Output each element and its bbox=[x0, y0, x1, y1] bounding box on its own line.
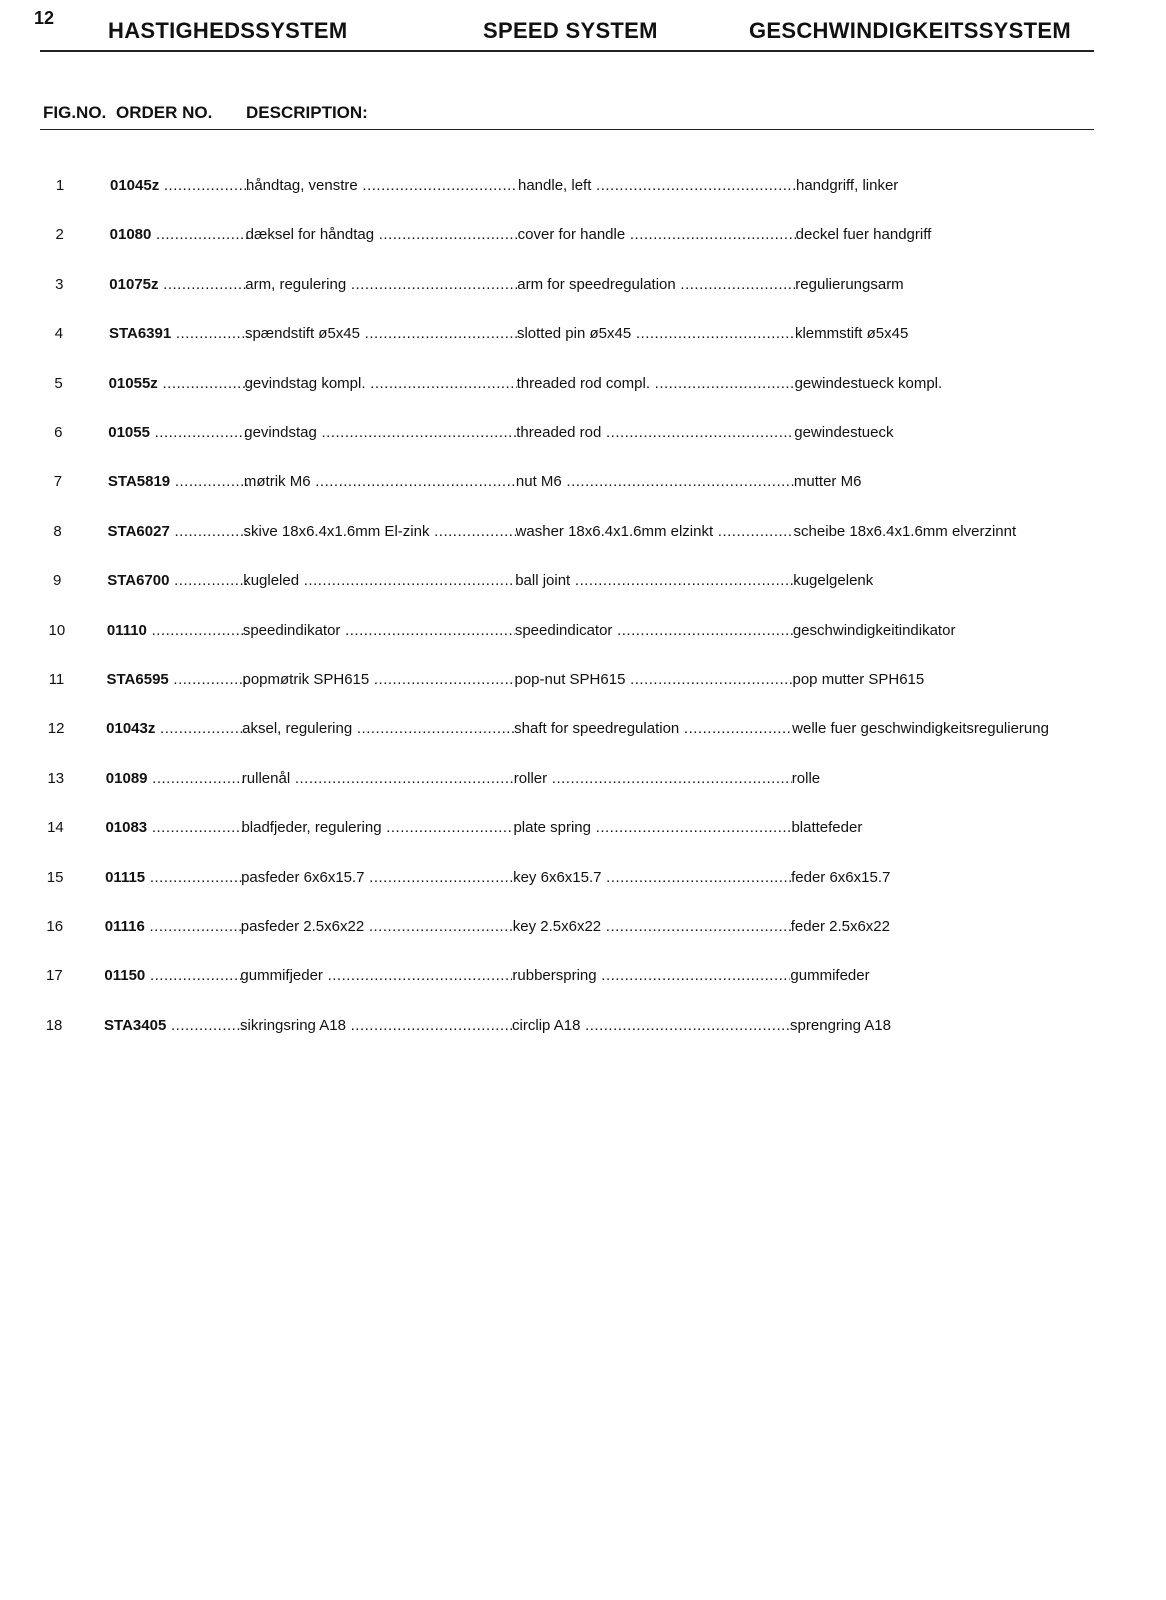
description-german: welle fuer geschwindigkeitsregulierung bbox=[792, 720, 1049, 738]
description-english: key 6x6x15.7 ..... bbox=[513, 868, 791, 888]
fig-number: 18 bbox=[45, 1016, 63, 1034]
table-row bbox=[0, 522, 1166, 546]
header-rule bbox=[40, 50, 1094, 52]
description-english: arm for speedregulation ..... bbox=[517, 275, 795, 295]
description-danish: dæksel for håndtag ..... bbox=[246, 225, 518, 245]
table-row bbox=[0, 966, 1166, 990]
table-row bbox=[0, 868, 1166, 892]
fig-number: 1 bbox=[55, 177, 65, 194]
description-german: blattefeder bbox=[791, 819, 863, 837]
page-title-german: GESCHWINDIGKEITSSYSTEM bbox=[749, 18, 1071, 43]
description-danish: sikringsring A18 ..... bbox=[240, 1016, 512, 1036]
table-row bbox=[0, 1016, 1166, 1040]
order-number: STA6027 ..... bbox=[108, 522, 248, 542]
table-row bbox=[0, 225, 1166, 249]
description-german: feder 2.5x6x22 bbox=[790, 918, 890, 935]
description-german: scheibe 18x6.4x1.6mm elverzinnt bbox=[793, 522, 1017, 540]
description-german: regulierungsarm bbox=[795, 275, 904, 293]
description-english: slotted pin ø5x45 ..... bbox=[517, 324, 795, 344]
description-english: nut M6 ..... bbox=[516, 472, 794, 492]
fig-number: 13 bbox=[47, 769, 65, 787]
description-danish: popmøtrik SPH615 ..... bbox=[243, 670, 515, 690]
order-number: STA6391 ..... bbox=[109, 324, 249, 344]
order-number: 01116 ..... bbox=[105, 917, 245, 937]
order-number: 01055z ..... bbox=[109, 374, 249, 394]
fig-number: 7 bbox=[53, 473, 63, 491]
description-danish: gevindstag ..... bbox=[244, 423, 516, 443]
description-english: plate spring ..... bbox=[513, 818, 791, 838]
fig-number: 16 bbox=[46, 918, 64, 935]
fig-number: 5 bbox=[54, 374, 63, 392]
order-number: 01080 ..... bbox=[110, 225, 250, 245]
description-english: ball joint ..... bbox=[515, 571, 793, 591]
order-number: 01110 ..... bbox=[107, 621, 247, 641]
description-english: cover for handle ..... bbox=[518, 225, 796, 245]
description-danish: pasfeder 6x6x15.7 ..... bbox=[241, 868, 513, 888]
order-number: 01043z ..... bbox=[106, 719, 246, 739]
column-header-rule bbox=[40, 129, 1094, 130]
description-german: gewindestueck bbox=[794, 424, 894, 441]
description-english: threaded rod ..... bbox=[516, 423, 794, 443]
fig-number: 15 bbox=[46, 868, 64, 886]
description-german: deckel fuer handgriff bbox=[795, 226, 932, 244]
description-english: shaft for speedregulation ..... bbox=[514, 719, 792, 739]
description-danish: aksel, regulering ..... bbox=[242, 719, 514, 739]
description-german: rolle bbox=[791, 769, 821, 787]
description-english: speedindicator ..... bbox=[515, 621, 793, 641]
description-danish: pasfeder 2.5x6x22 ..... bbox=[241, 917, 513, 937]
order-number: 01089 ..... bbox=[106, 769, 246, 789]
description-german: kugelgelenk bbox=[793, 572, 874, 590]
description-danish: bladfjeder, regulering ..... bbox=[241, 818, 513, 838]
table-row bbox=[0, 571, 1166, 595]
fig-number: 3 bbox=[55, 275, 64, 293]
description-english: handle, left ..... bbox=[518, 176, 796, 196]
description-german: sprengring A18 bbox=[790, 1016, 891, 1034]
fig-number: 17 bbox=[46, 967, 63, 985]
description-german: pop mutter SPH615 bbox=[792, 671, 925, 688]
table-row bbox=[0, 917, 1166, 941]
description-english: washer 18x6.4x1.6mm elzinkt ..... bbox=[516, 522, 794, 542]
table-row bbox=[0, 670, 1166, 694]
description-english: threaded rod compl. ..... bbox=[517, 374, 795, 394]
table-row bbox=[0, 769, 1166, 793]
column-header-description: DESCRIPTION: bbox=[246, 103, 368, 122]
fig-number: 2 bbox=[55, 226, 64, 244]
description-english: circlip A18 ..... bbox=[512, 1016, 790, 1036]
table-row bbox=[0, 374, 1166, 398]
fig-number: 14 bbox=[47, 819, 64, 837]
page-title-english: SPEED SYSTEM bbox=[483, 18, 658, 43]
order-number: STA5819 ..... bbox=[108, 472, 248, 492]
order-number: 01045z ..... bbox=[110, 176, 250, 196]
page-title-danish: HASTIGHEDSSYSTEM bbox=[108, 18, 348, 43]
description-danish: rullenål ..... bbox=[242, 769, 514, 789]
order-number: 01150 ..... bbox=[104, 966, 244, 986]
order-number: STA6595 ..... bbox=[107, 670, 247, 690]
fig-number: 8 bbox=[53, 522, 62, 540]
table-row bbox=[0, 621, 1166, 645]
order-number: STA6700 ..... bbox=[107, 571, 247, 591]
description-danish: arm, regulering ..... bbox=[245, 275, 517, 295]
description-german: klemmstift ø5x45 bbox=[794, 325, 909, 343]
table-row bbox=[0, 176, 1166, 200]
description-english: key 2.5x6x22 ..... bbox=[513, 917, 791, 937]
page-number: 12 bbox=[34, 8, 55, 28]
column-header-order-no: ORDER NO. bbox=[116, 103, 213, 122]
description-english: rubberspring ..... bbox=[512, 966, 790, 986]
description-danish: spændstift ø5x45 ..... bbox=[245, 324, 517, 344]
column-header-fig-no: FIG.NO. bbox=[43, 103, 107, 122]
description-english: roller ..... bbox=[514, 769, 792, 789]
fig-number: 9 bbox=[53, 572, 62, 590]
description-danish: gummifjeder ..... bbox=[240, 966, 512, 986]
description-danish: skive 18x6.4x1.6mm El-zink ..... bbox=[244, 522, 516, 542]
description-german: handgriff, linker bbox=[796, 177, 899, 194]
order-number: 01083 ..... bbox=[105, 818, 245, 838]
fig-number: 6 bbox=[54, 424, 63, 441]
description-german: gewindestueck kompl. bbox=[794, 374, 943, 392]
description-danish: speedindikator ..... bbox=[243, 621, 515, 641]
table-row bbox=[0, 275, 1166, 299]
table-row bbox=[0, 423, 1166, 447]
table-row bbox=[0, 472, 1166, 496]
table-row bbox=[0, 818, 1166, 842]
description-german: gummifeder bbox=[790, 967, 870, 985]
description-danish: gevindstag kompl. ..... bbox=[245, 374, 517, 394]
order-number: 01075z ..... bbox=[109, 275, 249, 295]
fig-number: 10 bbox=[48, 621, 66, 639]
fig-number: 12 bbox=[47, 720, 65, 738]
fig-number: 11 bbox=[48, 671, 65, 688]
order-number: STA3405 ..... bbox=[104, 1016, 244, 1036]
order-number: 01055 ..... bbox=[108, 423, 248, 443]
fig-number: 4 bbox=[54, 325, 64, 343]
table-row bbox=[0, 719, 1166, 743]
table-row bbox=[0, 324, 1166, 348]
description-german: geschwindigkeitindikator bbox=[792, 621, 956, 639]
description-danish: håndtag, venstre ..... bbox=[246, 176, 518, 196]
description-danish: kugleled ..... bbox=[243, 571, 515, 591]
description-german: mutter M6 bbox=[793, 473, 862, 491]
description-danish: møtrik M6 ..... bbox=[244, 472, 516, 492]
description-english: pop-nut SPH615 ..... bbox=[515, 670, 793, 690]
description-german: feder 6x6x15.7 bbox=[791, 868, 891, 886]
order-number: 01115 ..... bbox=[105, 868, 245, 888]
